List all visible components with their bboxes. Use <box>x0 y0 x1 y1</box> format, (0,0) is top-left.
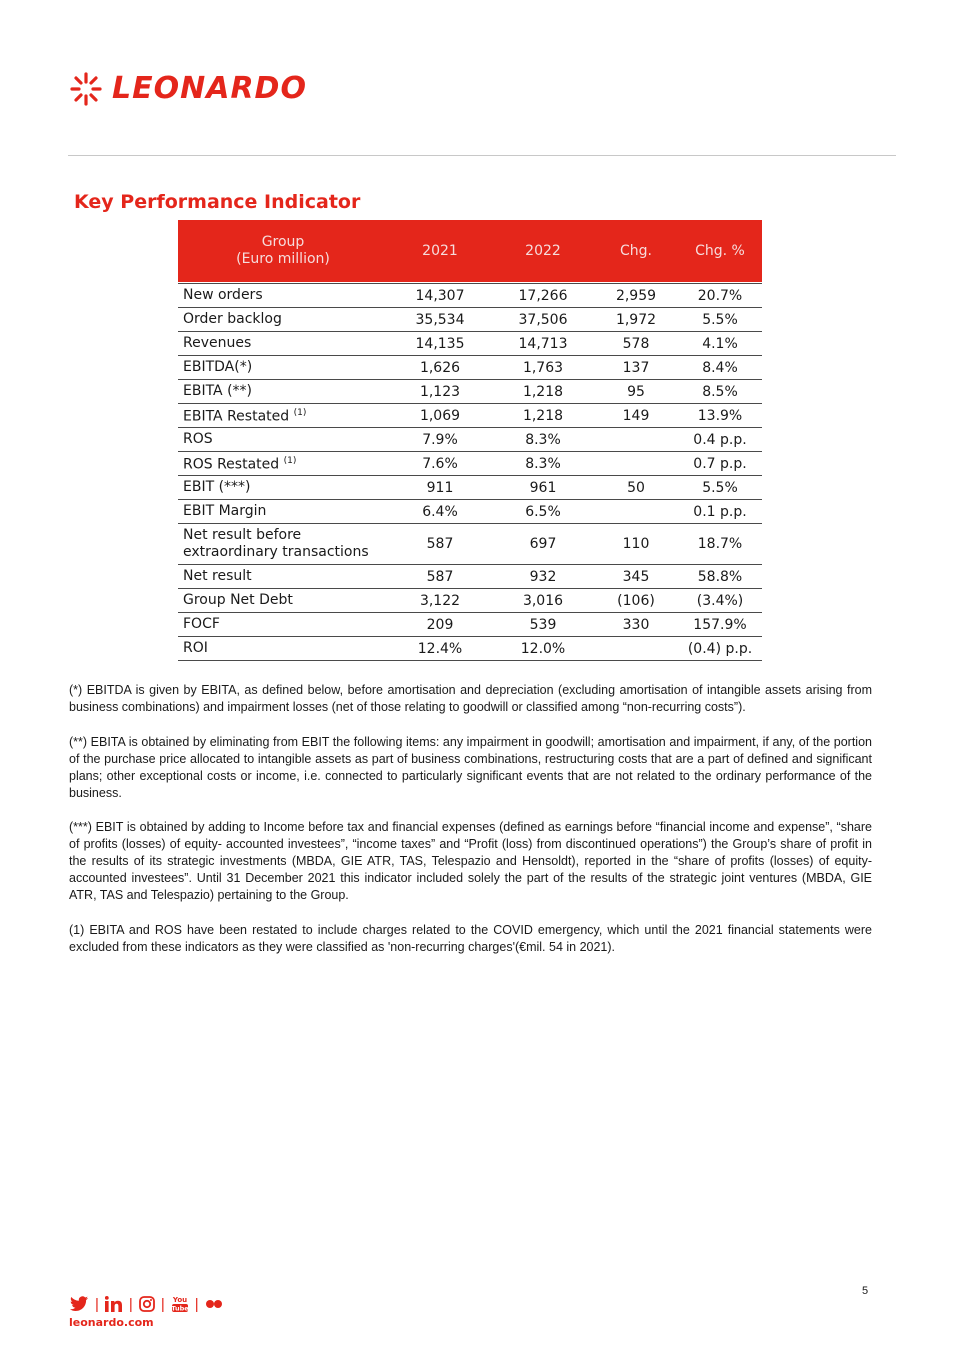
cell-2021: 14,135 <box>388 332 492 356</box>
cell-label <box>178 613 388 637</box>
page-title: Key Performance Indicator <box>74 191 361 213</box>
row-label: EBIT Margin <box>183 503 267 519</box>
cell-2022: 37,506 <box>492 308 594 332</box>
cell-2021: 3,122 <box>388 589 492 613</box>
youtube-icon[interactable] <box>171 1295 189 1313</box>
cell-2021: 587 <box>388 565 492 589</box>
row-label-cont: extraordinary transactions <box>183 544 369 560</box>
table-row <box>178 589 762 613</box>
header-chg: Chg. <box>594 220 678 282</box>
row-label: EBITA (**) <box>183 383 252 399</box>
cell-2021: 7.6% <box>388 452 492 476</box>
cell-chg: 110 <box>594 524 678 565</box>
cell-2022: 17,266 <box>492 284 594 308</box>
table-row <box>178 452 762 476</box>
cell-chg-pct: 20.7% <box>678 284 762 308</box>
cell-label <box>178 284 388 308</box>
cell-2022: 1,218 <box>492 404 594 428</box>
footnote-ebitda: (*) EBITDA is given by EBITA, as defined below, before amortisation and depreciation (excluding amortisation of intangible assets arising from business combinations) and impairment losses (net of those relating to goodwill or classified among “non-recurring costs”). <box>69 683 872 714</box>
cell-label <box>178 637 388 661</box>
social-separator: | <box>128 1295 133 1313</box>
twitter-icon[interactable] <box>69 1296 89 1312</box>
row-label: Group Net Debt <box>183 592 293 608</box>
cell-2021: 587 <box>388 524 492 565</box>
cell-chg-pct: 8.5% <box>678 380 762 404</box>
svg-text:You: You <box>172 1296 187 1304</box>
row-label: Order backlog <box>183 311 282 327</box>
cell-chg-pct: (3.4%) <box>678 589 762 613</box>
table-row <box>178 500 762 524</box>
svg-text:Tube: Tube <box>171 1304 189 1313</box>
cell-2021: 7.9% <box>388 428 492 452</box>
cell-2022: 14,713 <box>492 332 594 356</box>
cell-2021: 209 <box>388 613 492 637</box>
leonardo-logo <box>68 68 307 110</box>
cell-chg: 95 <box>594 380 678 404</box>
cell-2022: 8.3% <box>492 428 594 452</box>
cell-label <box>178 380 388 404</box>
instagram-icon[interactable] <box>139 1296 155 1312</box>
cell-chg-pct: 4.1% <box>678 332 762 356</box>
cell-label <box>178 332 388 356</box>
cell-chg <box>594 500 678 524</box>
leonardo-logo-mark-icon <box>68 68 104 110</box>
header-2021: 2021 <box>388 220 492 282</box>
cell-label <box>178 476 388 500</box>
table-row <box>178 613 762 637</box>
cell-chg-pct: 5.5% <box>678 308 762 332</box>
header-divider <box>68 155 896 156</box>
row-label: EBITA Restated <box>183 408 290 425</box>
row-label: Revenues <box>183 335 252 351</box>
cell-2022: 1,763 <box>492 356 594 380</box>
row-label: ROS <box>183 431 213 447</box>
table-row <box>178 524 762 565</box>
footnote-ebita: (**) EBITA is obtained by eliminating from EBIT the following items: any impairment in goodwill; amortisation and impairment, if any, of the portion of the purchase price allocated to intangible assets as part of business combinations, restructuring costs that are a part of defined and significant plans; other exceptional costs or income, i.e. connected to particularly significant events that are not related to the ordinary performance of the business. <box>69 735 872 800</box>
social-separator: | <box>160 1295 165 1313</box>
table-row <box>178 428 762 452</box>
cell-2022: 961 <box>492 476 594 500</box>
table-row <box>178 356 762 380</box>
cell-chg <box>594 428 678 452</box>
cell-label <box>178 404 388 428</box>
kpi-table <box>178 220 762 661</box>
cell-2021: 911 <box>388 476 492 500</box>
social-separator: | <box>95 1295 99 1313</box>
row-label: Net result before <box>183 527 302 543</box>
cell-label <box>178 308 388 332</box>
table-row <box>178 284 762 308</box>
table-row <box>178 476 762 500</box>
cell-chg: 578 <box>594 332 678 356</box>
cell-2021: 12.4% <box>388 637 492 661</box>
cell-label <box>178 500 388 524</box>
cell-2022: 6.5% <box>492 500 594 524</box>
cell-chg: 50 <box>594 476 678 500</box>
header-chg-pct: Chg. % <box>678 220 762 282</box>
cell-2022: 539 <box>492 613 594 637</box>
cell-chg: 1,972 <box>594 308 678 332</box>
cell-chg: 345 <box>594 565 678 589</box>
header-group-line1: Group <box>261 234 305 250</box>
cell-2022: 3,016 <box>492 589 594 613</box>
cell-label <box>178 452 388 476</box>
cell-chg: 137 <box>594 356 678 380</box>
cell-2022: 8.3% <box>492 452 594 476</box>
cell-chg <box>594 637 678 661</box>
cell-2021: 14,307 <box>388 284 492 308</box>
table-row <box>178 637 762 661</box>
kpi-header-row <box>178 220 762 282</box>
row-label: New orders <box>183 287 263 303</box>
cell-label <box>178 524 388 565</box>
footnote-ebit: (***) EBIT is obtained by adding to Income before tax and financial expenses (defined as earnings before “financial income and expense”, “share of profits (losses) of equity- accounted investees”, “income taxes” and “Profit (loss) from discontinued operations”) the Group’s share of profit in the results of its strategic investments (MBDA, GIE ATR, TAS, Telespazio and Hensoldt), reported in the “share of profits (losses) of equity-accounted investees”. Until 31 December 2021 this indicator included solely the part of the results of the strategic joint ventures (MBDA, GIE ATR, TAS and Telespazio) pertaining to the Group. <box>69 820 872 902</box>
row-label: EBITDA(*) <box>183 359 253 375</box>
table-row <box>178 308 762 332</box>
cell-chg: 2,959 <box>594 284 678 308</box>
cell-chg <box>594 452 678 476</box>
cell-chg-pct: 0.1 p.p. <box>678 500 762 524</box>
row-label: FOCF <box>183 616 220 632</box>
row-label: EBIT (***) <box>183 479 251 495</box>
cell-label <box>178 589 388 613</box>
cell-2022: 932 <box>492 565 594 589</box>
linkedin-icon[interactable] <box>105 1296 123 1312</box>
cell-chg-pct: 0.4 p.p. <box>678 428 762 452</box>
row-label: ROS Restated <box>183 456 280 473</box>
social-links <box>69 1295 223 1313</box>
cell-chg-pct: 157.9% <box>678 613 762 637</box>
cell-chg: 149 <box>594 404 678 428</box>
footnote-restated: (1) EBITA and ROS have been restated to include charges related to the COVID emergency, which until the 2021 financial statements were excluded from these indicators as they were classified as 'non-recurring charges'(€mil. 54 in 2021). <box>69 923 872 954</box>
cell-2021: 1,069 <box>388 404 492 428</box>
cell-chg-pct: 58.8% <box>678 565 762 589</box>
header-2022: 2022 <box>492 220 594 282</box>
cell-label <box>178 356 388 380</box>
cell-chg-pct: 5.5% <box>678 476 762 500</box>
row-label-footnote: (1) <box>283 456 297 467</box>
header-group <box>178 220 388 282</box>
leonardo-wordmark: LEONARDO <box>112 71 307 106</box>
cell-2021: 1,123 <box>388 380 492 404</box>
row-label: Net result <box>183 568 252 584</box>
table-row <box>178 332 762 356</box>
cell-2022: 12.0% <box>492 637 594 661</box>
cell-2022: 1,218 <box>492 380 594 404</box>
cell-chg-pct: 18.7% <box>678 524 762 565</box>
cell-chg-pct: 0.7 p.p. <box>678 452 762 476</box>
cell-2021: 6.4% <box>388 500 492 524</box>
page-number: 5 <box>862 1285 869 1297</box>
cell-label <box>178 428 388 452</box>
cell-chg-pct: (0.4) p.p. <box>678 637 762 661</box>
table-row <box>178 565 762 589</box>
row-label: ROI <box>183 640 208 656</box>
social-separator: | <box>194 1295 199 1313</box>
row-label-footnote: (1) <box>293 408 307 419</box>
cell-chg-pct: 8.4% <box>678 356 762 380</box>
header-group-line2: (Euro million) <box>236 251 330 267</box>
table-row <box>178 404 762 428</box>
cell-label <box>178 565 388 589</box>
cell-2022: 697 <box>492 524 594 565</box>
table-row <box>178 380 762 404</box>
cell-chg: 330 <box>594 613 678 637</box>
cell-2021: 35,534 <box>388 308 492 332</box>
website-link[interactable]: leonardo.com <box>69 1316 154 1329</box>
cell-chg: (106) <box>594 589 678 613</box>
cell-2021: 1,626 <box>388 356 492 380</box>
flickr-icon[interactable] <box>205 1299 223 1309</box>
cell-chg-pct: 13.9% <box>678 404 762 428</box>
